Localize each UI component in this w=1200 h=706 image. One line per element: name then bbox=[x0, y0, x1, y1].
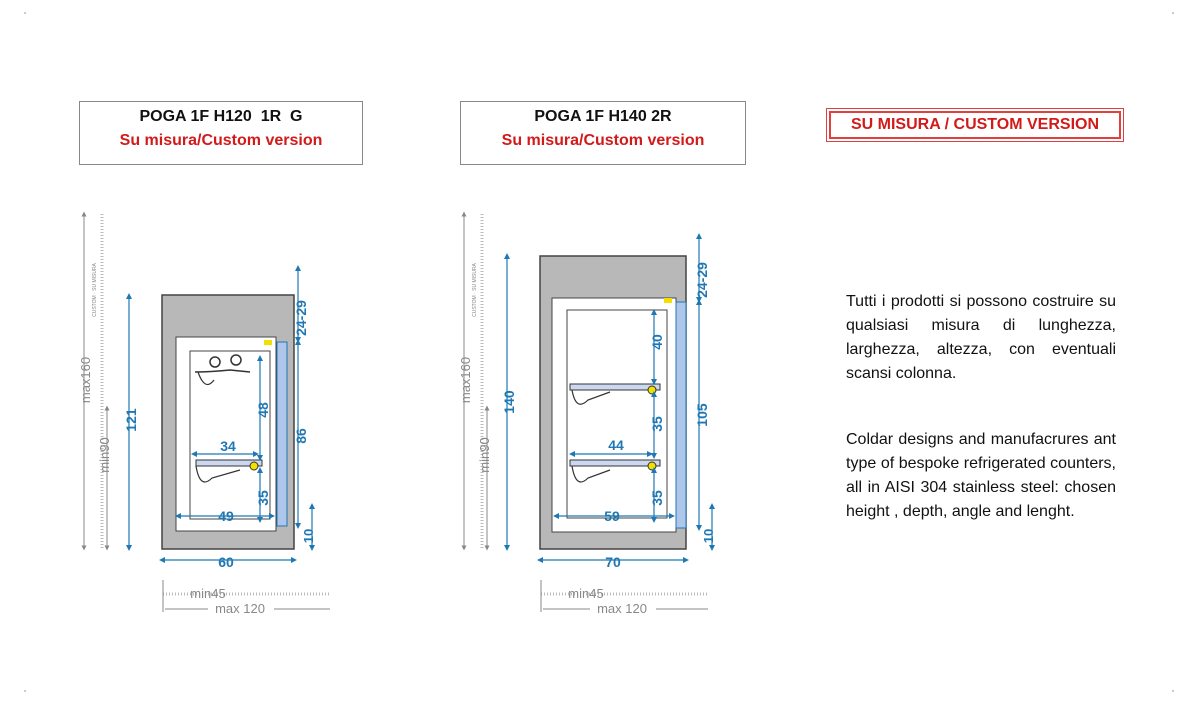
drawing1-title-box bbox=[79, 101, 363, 165]
drawing1-glass-panel bbox=[277, 342, 287, 526]
drawing2-section bbox=[440, 200, 740, 620]
drawing1-title: POGA 1F H120 1R G bbox=[139, 108, 303, 125]
drawing2-min-length-label: min45 bbox=[568, 586, 604, 601]
drawing1-section bbox=[60, 200, 380, 620]
drawing2-base-depth-label: 59 bbox=[604, 508, 620, 524]
drawing1-plinth-label: 10 bbox=[301, 528, 316, 544]
drawing1-width-label: 60 bbox=[218, 554, 234, 570]
drawing2-lower-gap-label: 35 bbox=[649, 490, 665, 506]
drawing1-fitting bbox=[231, 355, 241, 365]
drawing1-light-strip bbox=[264, 340, 272, 345]
drawing2-lower-shelf bbox=[570, 460, 660, 466]
drawing1-shelf-depth-label: 34 bbox=[220, 438, 236, 454]
drawing1-scale-note: CUSTOM · SU MISURA bbox=[92, 263, 98, 317]
drawing1-fitting bbox=[210, 357, 220, 367]
corner-mark bbox=[24, 12, 26, 14]
drawing2-scale-note: CUSTOM · SU MISURA bbox=[472, 263, 478, 317]
drawing2-width-label: 70 bbox=[605, 554, 621, 570]
custom-version-label: SU MISURA / CUSTOM VERSION bbox=[850, 116, 1100, 133]
drawing1-upper-gap-label: 48 bbox=[255, 402, 271, 418]
corner-mark bbox=[1172, 12, 1174, 14]
drawing2-mid-gap-label: 35 bbox=[649, 416, 665, 432]
custom-version-badge bbox=[829, 111, 1121, 139]
drawing1-min-length-label: min45 bbox=[190, 586, 226, 601]
drawing2-max-height-label: max160 bbox=[458, 356, 473, 404]
drawing2-top-clearance-label: 24-29 bbox=[694, 262, 710, 298]
corner-mark bbox=[24, 690, 26, 692]
drawing2-shelf-depth-label: 44 bbox=[608, 437, 624, 453]
drawing1-max-height-label: max160 bbox=[78, 356, 93, 404]
drawing1-min-height-label: min90 bbox=[97, 437, 112, 473]
drawing2-min-height-label: min90 bbox=[477, 437, 492, 473]
drawing2-title-box bbox=[460, 101, 746, 165]
description-italian: Tutti i prodotti si possono costruire su qualsiasi misura di lunghezza, larghezza, altezza, con eventuali scansi colonna. bbox=[846, 293, 1116, 382]
corner-mark bbox=[1172, 690, 1174, 692]
drawing2-upper-shelf bbox=[570, 384, 660, 390]
description-english: Coldar designs and manufacrures ant type of bespoke refrigerated counters, all in AISI 304 stainless steel: chosen height , depth, angle and lenght. bbox=[846, 431, 1116, 520]
drawing2-max-length-label: max 120 bbox=[597, 601, 647, 616]
drawing1-top-clearance-label: 24-29 bbox=[293, 300, 309, 336]
drawing2-plinth-label: 10 bbox=[701, 528, 716, 544]
drawing1-base-depth-label: 49 bbox=[218, 508, 234, 524]
drawing1-height-label: 121 bbox=[123, 408, 139, 432]
drawing1-max-length-label: max 120 bbox=[215, 601, 265, 616]
drawing2-glass-panel bbox=[676, 302, 686, 528]
drawing1-glass-height-label: 86 bbox=[293, 428, 309, 444]
drawing2-upper-gap-label: 40 bbox=[649, 334, 665, 350]
drawing2-glass-height-label: 105 bbox=[694, 403, 710, 427]
drawing2-light-strip bbox=[664, 298, 672, 303]
drawing2-height-label: 140 bbox=[501, 390, 517, 414]
drawing2-title: POGA 1F H140 2R bbox=[534, 108, 672, 125]
drawing2-subtitle: Su misura/Custom version bbox=[501, 132, 705, 149]
drawing1-subtitle: Su misura/Custom version bbox=[119, 132, 323, 149]
drawing1-lower-gap-label: 35 bbox=[255, 490, 271, 506]
